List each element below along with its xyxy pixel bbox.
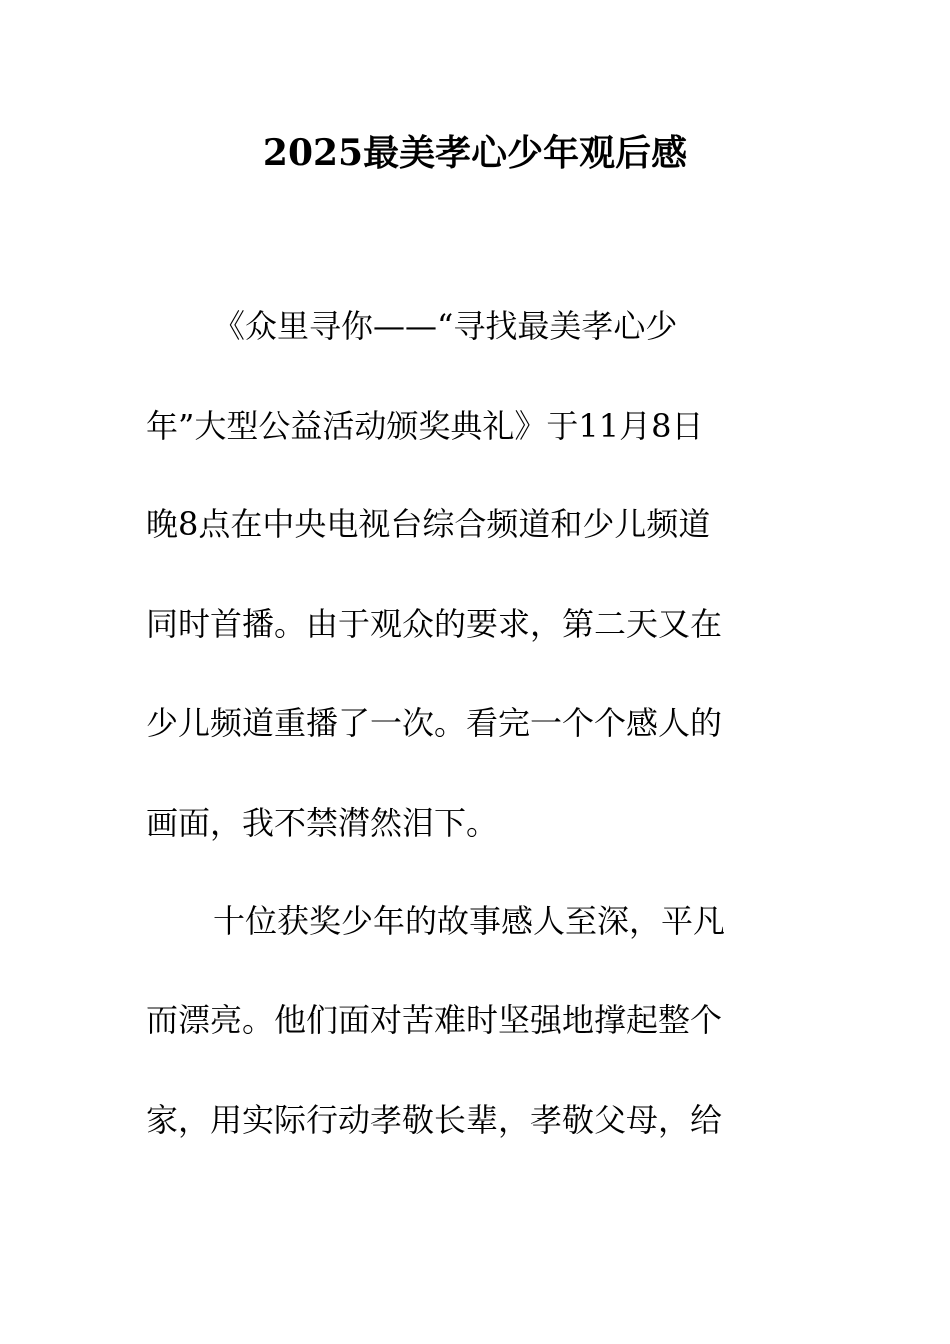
paragraph-line: 晚8点在中央电视台综合频道和少儿频道 (146, 505, 711, 543)
paragraph-line: 而漂亮。他们面对苦难时坚强地撑起整个 (146, 1001, 723, 1039)
document-title: 2025最美孝心少年观后感 (262, 132, 688, 174)
paragraph-line: 画面，我不禁潸然泪下。 (146, 804, 499, 842)
paragraph-line: 少儿频道重播了一次。看完一个个感人的 (146, 704, 723, 742)
paragraph-line: 十位获奖少年的故事感人至深，平凡 (213, 902, 726, 940)
paragraph-line: 《众里寻你——“寻找最美孝心少 (213, 307, 678, 345)
paragraph-line: 年”大型公益活动颁奖典礼》于11月8日 (146, 407, 704, 445)
paragraph-line: 家，用实际行动孝敬长辈，孝敬父母，给 (146, 1101, 723, 1139)
paragraph-line: 同时首播。由于观众的要求，第二天又在 (146, 605, 723, 643)
